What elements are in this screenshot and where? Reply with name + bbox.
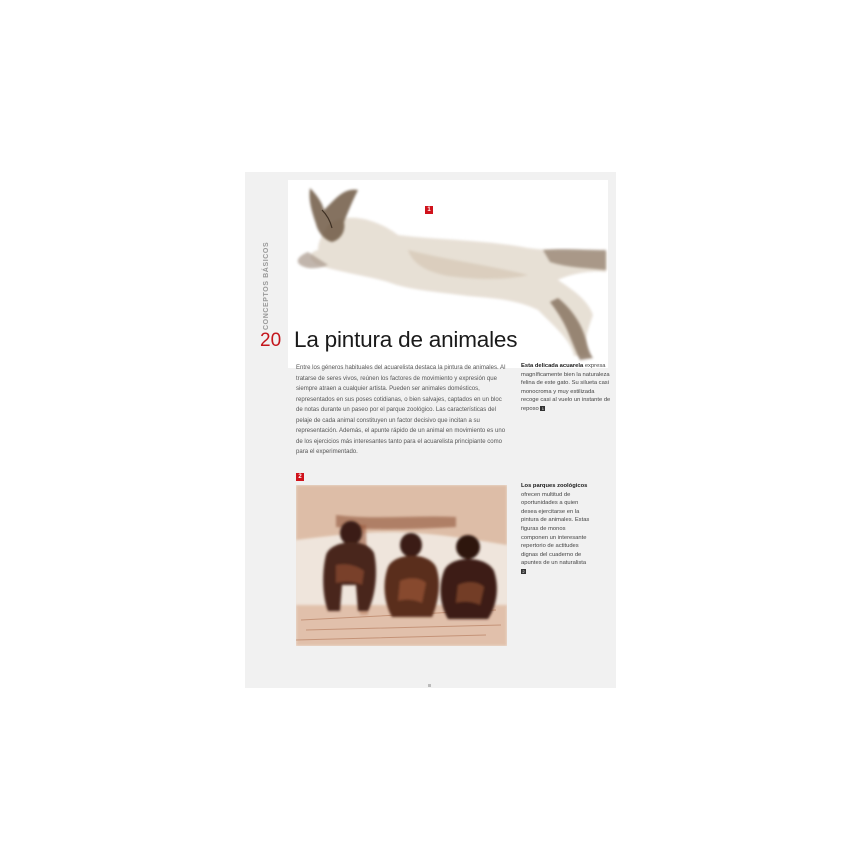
figure-1-caption (521, 362, 611, 414)
body-paragraph: Entre los géneros habituales del acuarelista destaca la pintura de animales. Al tratarse de seres vivos, reúnen los factores de movimiento y expresión que siempre atraen a cualquier artista. Pueden ser animales domésticos, representados en sus poses cotidianas, o bien salvajes, captados en un bloc de notas durante un paseo por el parque zoológico. Las características del pelaje de cada animal constituyen un factor decisivo que incitan a su representación. Además, el apunte rápido de un animal en movimiento es uno de los ejercicios más interesantes tanto para el acuarelista principiante como para el experimentado. (296, 365, 506, 455)
page-title: La pintura de animales (294, 327, 518, 352)
figure-2-marker: 2 (296, 473, 304, 481)
section-label: CONCEPTOS BÁSICOS (263, 241, 270, 330)
figure-2-caption-bold: Los parques zoológicos (521, 483, 588, 489)
figure-1-caption-ref: 1 (541, 405, 544, 411)
figure-2-caption-ref: 2 (522, 568, 525, 574)
page-footer-mark (428, 684, 431, 687)
page-number: 20 (260, 330, 282, 351)
monkeys-watercolor-illustration (296, 485, 507, 646)
figure-2-caption-text: ofrecen multitud de oportunidades a quien desea ejercitarse en la pintura de animales. Estas figuras de monos componen un interesante repertorio de actitudes dignas del cuaderno de apuntes de un naturalista (521, 491, 590, 567)
figure-1-caption-bold: Esta delicada acuarela (521, 363, 584, 369)
figure-1-marker: 1 (425, 206, 433, 214)
figure-1-caption-text: expresa magníficamente bien la naturaleza felina de este gato. Su silueta casi monocroma y muy estilizada recoge casi al vuelo un instante de reposo (521, 363, 611, 412)
figure-2-caption (521, 482, 591, 577)
